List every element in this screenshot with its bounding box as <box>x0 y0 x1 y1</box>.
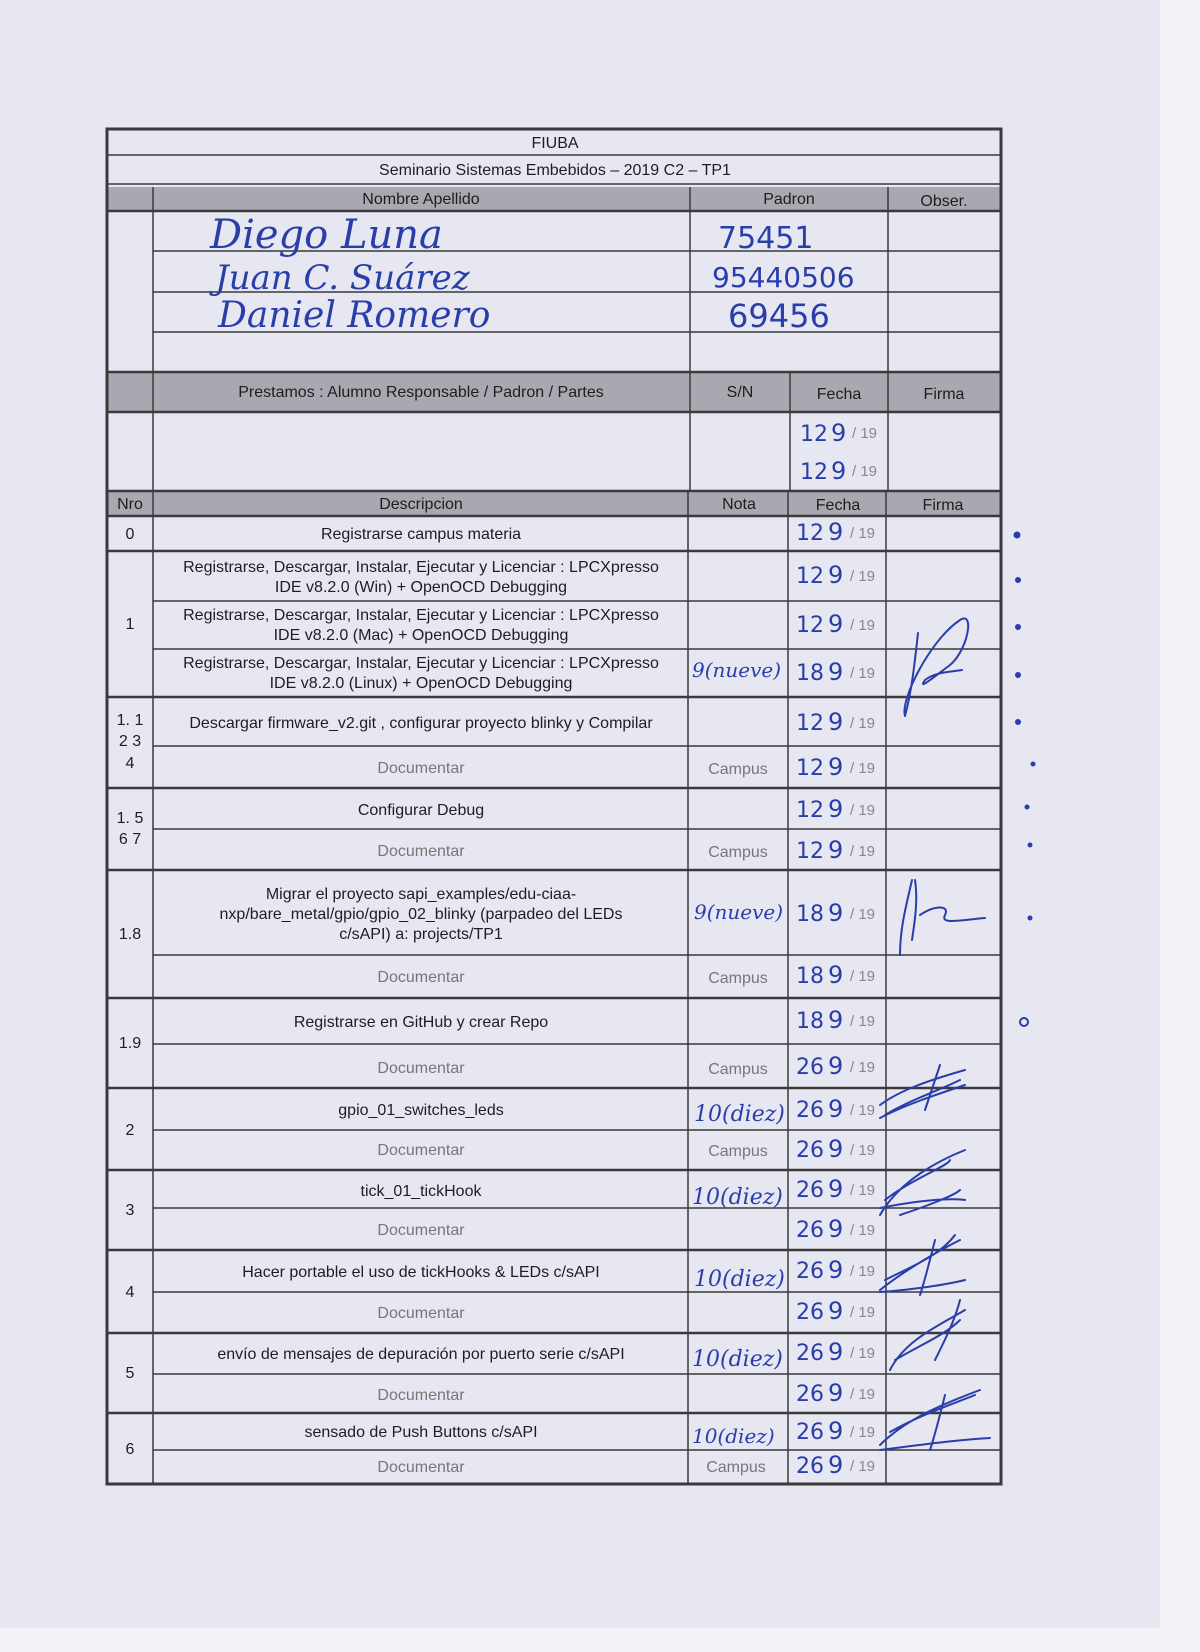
task-date-month: 9 <box>828 1006 844 1034</box>
task-date-year: / 19 <box>850 1458 876 1475</box>
desc-1-mac-b: IDE v8.2.0 (Mac) + OpenOCD Debugging <box>273 627 569 644</box>
desc-1-5: Configurar Debug <box>357 802 485 819</box>
nota-6: 10(diez) <box>692 1424 775 1448</box>
task-date-year: / 19 <box>850 525 876 542</box>
desc-1-linux-a: Registrarse, Descargar, Instalar, Ejecutar y Licenciar : LPCXpresso <box>183 655 659 672</box>
student-name-1: Diego Luna <box>210 212 443 258</box>
col-descripcion: Descripcion <box>379 496 463 513</box>
desc-1-8-c: c/sAPI) a: projects/TP1 <box>339 926 503 943</box>
task-date-year: / 19 <box>850 1222 876 1239</box>
desc-5: envío de mensajes de depuración por puerto serie c/sAPI <box>217 1346 625 1363</box>
col-prestamos: Prestamos : Alumno Responsable / Padron / Partes <box>238 384 604 401</box>
task-date-month: 9 <box>828 1297 844 1325</box>
desc-1-5-doc: Documentar <box>377 843 465 860</box>
task-date-month: 9 <box>828 1256 844 1284</box>
task-date-month: 9 <box>828 1417 844 1445</box>
col-nro: Nro <box>117 496 143 513</box>
task-date-year: / 19 <box>850 1142 876 1159</box>
task-date-year: / 19 <box>850 1102 876 1119</box>
task-date-day: 12 <box>796 521 824 546</box>
desc-0: Registrarse campus materia <box>320 526 522 543</box>
col-firma-loans: Firma <box>923 386 965 403</box>
nota-4: 10(diez) <box>694 1267 785 1292</box>
desc-5-doc: Documentar <box>377 1387 465 1404</box>
form-title: FIUBA <box>531 135 579 152</box>
task-date-month: 9 <box>828 1135 844 1163</box>
task-date-day: 26 <box>796 1382 824 1407</box>
task-date-month: 9 <box>828 836 844 864</box>
task-date-day: 12 <box>796 613 824 638</box>
task-date-day: 18 <box>796 964 824 989</box>
student-name-3: Daniel Romero <box>218 295 491 336</box>
task-date-day: 26 <box>796 1218 824 1243</box>
nota-6-doc: Campus <box>706 1459 766 1476</box>
task-date-month: 9 <box>828 708 844 736</box>
task-date-day: 26 <box>796 1341 824 1366</box>
student-padron-3: 69456 <box>728 297 830 335</box>
desc-1-8-doc: Documentar <box>377 969 465 986</box>
desc-2-doc: Documentar <box>377 1142 465 1159</box>
desc-1-8-a: Migrar el proyecto sapi_examples/edu-ciaa- <box>265 886 577 903</box>
task-date-month: 9 <box>828 961 844 989</box>
task-date-day: 26 <box>796 1138 824 1163</box>
task-date-month: 9 <box>828 899 844 927</box>
task-date-month: 9 <box>828 1175 844 1203</box>
task-date-day: 26 <box>796 1259 824 1284</box>
task-date-year: / 19 <box>850 1304 876 1321</box>
task-date-year: / 19 <box>850 843 876 860</box>
task-date-day: 26 <box>796 1420 824 1445</box>
task-date-day: 26 <box>796 1454 824 1479</box>
nota-1-linux: 9(nueve) <box>692 658 782 682</box>
task-date-month: 9 <box>828 561 844 589</box>
nro-0: 0 <box>125 526 135 543</box>
task-date-day: 18 <box>796 1009 824 1034</box>
nota-1-8: 9(nueve) <box>694 900 784 924</box>
desc-1-9-doc: Documentar <box>377 1060 465 1077</box>
col-padron: Padron <box>763 191 815 208</box>
nro-1-1-b: 2 3 <box>118 733 142 750</box>
svg-text:/ 19: / 19 <box>852 425 878 442</box>
nro-2: 2 <box>125 1122 135 1139</box>
task-date-year: / 19 <box>850 1424 876 1441</box>
task-date-year: / 19 <box>850 1263 876 1280</box>
student-name-2: Juan C. Suárez <box>215 258 470 298</box>
nota-1-8-doc: Campus <box>708 970 768 987</box>
task-date-month: 9 <box>828 753 844 781</box>
task-date-year: / 19 <box>850 1182 876 1199</box>
task-date-day: 12 <box>796 564 824 589</box>
nro-6: 6 <box>125 1441 135 1458</box>
task-date-month: 9 <box>828 1052 844 1080</box>
student-padron-2: 95440506 <box>712 261 855 294</box>
task-date-year: / 19 <box>850 802 876 819</box>
student-padron-1: 75451 <box>718 221 814 256</box>
nro-1-9: 1.9 <box>118 1035 142 1052</box>
task-date-year: / 19 <box>850 665 876 682</box>
task-date-day: 26 <box>796 1098 824 1123</box>
desc-1-8-b: nxp/bare_metal/gpio/gpio_02_blinky (parpadeo del LEDs <box>219 906 623 923</box>
nro-1-1-a: 1. 1 <box>116 712 144 729</box>
desc-1-win-b: IDE v8.2.0 (Win) + OpenOCD Debugging <box>274 579 568 596</box>
desc-3: tick_01_tickHook <box>360 1183 482 1200</box>
nro-1-5-a: 1. 5 <box>116 810 144 827</box>
task-date-year: / 19 <box>850 968 876 985</box>
svg-text:9: 9 <box>831 419 847 447</box>
desc-4-doc: Documentar <box>377 1305 465 1322</box>
task-date-month: 9 <box>828 518 844 546</box>
svg-text:9: 9 <box>831 457 847 485</box>
task-date-month: 9 <box>828 1338 844 1366</box>
desc-3-doc: Documentar <box>377 1222 465 1239</box>
task-date-day: 18 <box>796 902 824 927</box>
desc-6-doc: Documentar <box>377 1459 465 1476</box>
task-date-day: 12 <box>796 798 824 823</box>
col-fecha: Fecha <box>815 497 861 514</box>
desc-4: Hacer portable el uso de tickHooks & LEDs c/sAPI <box>242 1264 600 1281</box>
nro-3: 3 <box>125 1202 135 1219</box>
task-date-year: / 19 <box>850 1386 876 1403</box>
task-date-year: / 19 <box>850 1013 876 1030</box>
task-date-year: / 19 <box>850 1345 876 1362</box>
task-date-year: / 19 <box>850 568 876 585</box>
task-date-year: / 19 <box>850 617 876 634</box>
svg-text:12: 12 <box>800 422 828 447</box>
task-date-month: 9 <box>828 1095 844 1123</box>
col-firma: Firma <box>922 497 964 514</box>
task-date-month: 9 <box>828 658 844 686</box>
task-date-day: 12 <box>796 839 824 864</box>
nota-1-1-doc: Campus <box>708 761 768 778</box>
col-nota: Nota <box>722 496 756 513</box>
col-nombre-apellido: Nombre Apellido <box>362 191 480 208</box>
task-date-day: 18 <box>796 661 824 686</box>
form-subtitle: Seminario Sistemas Embebidos – 2019 C2 – TP1 <box>379 162 731 179</box>
task-date-day: 12 <box>796 711 824 736</box>
task-date-day: 26 <box>796 1178 824 1203</box>
nota-1-5-doc: Campus <box>708 844 768 861</box>
desc-1-9: Registrarse en GitHub y crear Repo <box>293 1014 549 1031</box>
desc-2: gpio_01_switches_leds <box>338 1102 504 1119</box>
task-date-month: 9 <box>828 1215 844 1243</box>
nota-3: 10(diez) <box>692 1185 783 1210</box>
col-fecha-loans: Fecha <box>816 386 862 403</box>
desc-1-mac-a: Registrarse, Descargar, Instalar, Ejecutar y Licenciar : LPCXpresso <box>183 607 659 624</box>
nro-1-8: 1.8 <box>118 926 142 943</box>
nro-1-1-c: 4 <box>125 755 135 772</box>
task-date-month: 9 <box>828 1451 844 1479</box>
nota-5: 10(diez) <box>692 1347 783 1372</box>
svg-text:12: 12 <box>800 460 828 485</box>
nota-2-doc: Campus <box>708 1143 768 1160</box>
desc-1-linux-b: IDE v8.2.0 (Linux) + OpenOCD Debugging <box>269 675 573 692</box>
task-date-day: 26 <box>796 1300 824 1325</box>
col-sn: S/N <box>726 384 754 401</box>
col-obs: Obser. <box>920 193 968 210</box>
nota-2: 10(diez) <box>694 1102 785 1127</box>
nro-4: 4 <box>125 1284 135 1301</box>
task-date-year: / 19 <box>850 1059 876 1076</box>
task-date-day: 12 <box>796 756 824 781</box>
desc-1-1-doc: Documentar <box>377 760 465 777</box>
task-date-month: 9 <box>828 610 844 638</box>
task-date-month: 9 <box>828 795 844 823</box>
desc-1-win-a: Registrarse, Descargar, Instalar, Ejecutar y Licenciar : LPCXpresso <box>183 559 659 576</box>
nota-1-9-doc: Campus <box>708 1061 768 1078</box>
task-date-year: / 19 <box>850 906 876 923</box>
desc-6: sensado de Push Buttons c/sAPI <box>304 1424 538 1441</box>
desc-1-1: Descargar firmware_v2.git , configurar proyecto blinky y Compilar <box>189 715 653 732</box>
task-date-year: / 19 <box>850 760 876 777</box>
task-date-month: 9 <box>828 1379 844 1407</box>
task-date-day: 26 <box>796 1055 824 1080</box>
svg-text:/ 19: / 19 <box>852 463 878 480</box>
nro-5: 5 <box>125 1365 135 1382</box>
task-date-year: / 19 <box>850 715 876 732</box>
nro-1-5-b: 6 7 <box>118 831 142 848</box>
nro-1: 1 <box>125 616 135 633</box>
